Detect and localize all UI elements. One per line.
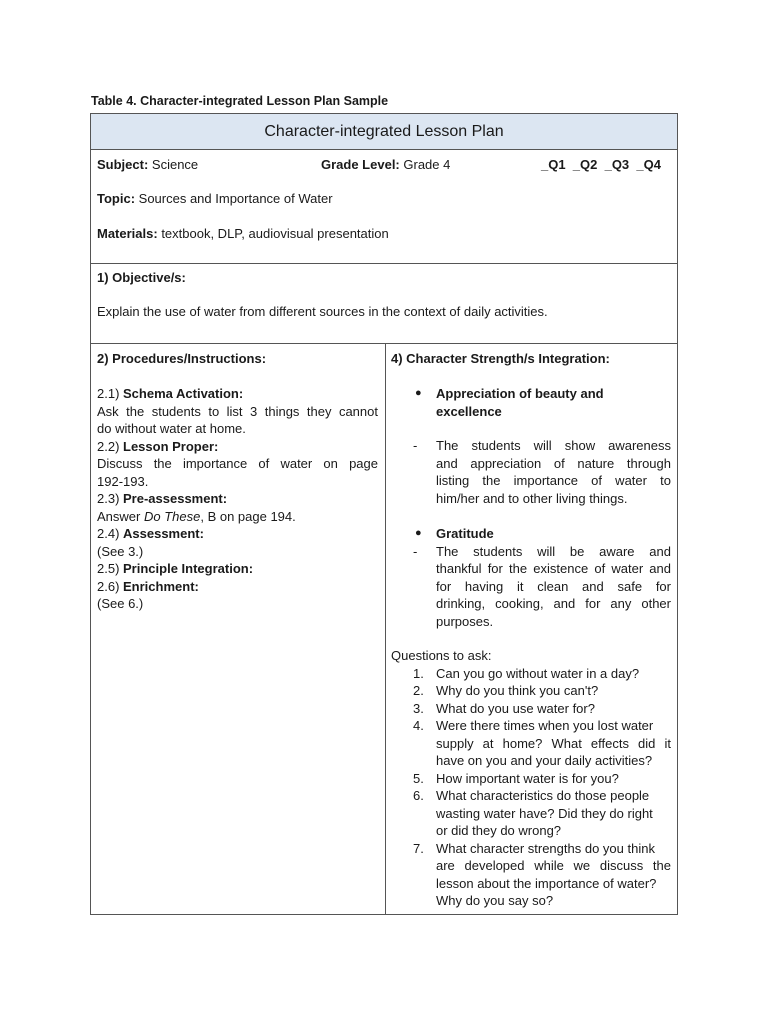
step-text: Discuss the importance of water on page: [97, 456, 378, 471]
strength-description: listing the importance of water to: [436, 473, 671, 488]
question-number: 6.: [413, 788, 424, 803]
question-item: supply at home? What effects did it: [436, 735, 671, 751]
strength-description: for having it clean and safe for: [436, 578, 671, 594]
questions-label: Questions to ask:: [391, 648, 492, 663]
question-number: 7.: [413, 840, 424, 856]
strength-description: drinking, cooking, and for any other: [436, 596, 671, 611]
step-lesson-proper: 2.2) Lesson Proper:: [97, 438, 219, 454]
question-number: 1.: [413, 665, 424, 681]
step-text: (See 3.): [97, 543, 144, 559]
question-number: 2.: [413, 683, 424, 698]
question-number: 5.: [413, 770, 424, 786]
dash-marker: -: [413, 543, 418, 559]
step-principle-integration: 2.5) Principle Integration:: [97, 561, 254, 576]
subject-field: Subject: Science: [97, 157, 199, 172]
step-schema-activation: 2.1) Schema Activation:: [97, 386, 244, 401]
strength-description: him/her and to other living things.: [436, 490, 628, 506]
character-strength-column: [386, 343, 677, 914]
character-heading: 4) Character Strength/s Integration:: [391, 351, 610, 366]
strength-appreciation: Appreciation of beauty and: [436, 386, 604, 401]
step-text: (See 6.): [97, 596, 144, 611]
question-item: What characteristics do those people: [436, 788, 650, 803]
strength-description: The students will be aware and: [436, 543, 671, 559]
strength-description: purposes.: [436, 613, 494, 629]
question-item: Were there times when you lost water: [436, 718, 654, 733]
step-text: Ask the students to list 3 things they cannot: [97, 403, 378, 419]
strength-description: and appreciation of nature through: [436, 455, 671, 471]
question-item: Why do you think you can't?: [436, 683, 599, 698]
strength-appreciation: excellence: [436, 403, 502, 419]
step-text: do without water at home.: [97, 421, 246, 436]
question-item: are developed while we discuss the: [436, 858, 671, 873]
question-item: Why do you say so?: [436, 893, 554, 908]
table-caption: Table 4. Character-integrated Lesson Plan Sample: [91, 94, 389, 108]
step-text: Answer Do These, B on page 194.: [97, 508, 296, 524]
lesson-info-row: [91, 149, 677, 264]
step-pre-assessment: 2.3) Pre-assessment:: [97, 491, 228, 506]
question-item: or did they do wrong?: [436, 823, 562, 838]
strength-description: The students will show awareness: [436, 438, 671, 453]
bullet-icon: ●: [415, 527, 422, 539]
bullet-icon: ●: [415, 387, 422, 399]
question-number: 4.: [413, 718, 424, 733]
question-item: have on you and your daily activities?: [436, 753, 653, 768]
objective-row: [91, 263, 677, 344]
question-item: lesson about the importance of water?: [436, 875, 657, 891]
dash-marker: -: [413, 438, 418, 453]
question-item: Can you go without water in a day?: [436, 665, 640, 681]
question-item: How important water is for you?: [436, 770, 619, 786]
step-assessment: 2.4) Assessment:: [97, 526, 204, 541]
grade-level-field: Grade Level: Grade 4: [321, 157, 451, 172]
procedures-column: [91, 343, 386, 914]
step-enrichment: 2.6) Enrichment:: [97, 578, 199, 594]
question-item: What character strengths do you think: [436, 840, 655, 856]
question-item: wasting water have? Did they do right: [436, 805, 653, 821]
strength-gratitude: Gratitude: [436, 526, 494, 541]
strength-description: thankful for the existence of water and: [436, 561, 671, 576]
quarter-options: _Q1 _Q2 _Q3 _Q4: [541, 157, 661, 172]
table-title: Character-integrated Lesson Plan: [91, 114, 677, 150]
procedures-heading: 2) Procedures/Instructions:: [97, 351, 267, 366]
question-number: 3.: [413, 700, 424, 716]
objective-text: Explain the use of water from different sources in the context of daily activities.: [97, 304, 548, 319]
step-text: 192-193.: [97, 473, 149, 489]
topic-field: Topic: Sources and Importance of Water: [97, 191, 333, 206]
question-item: What do you use water for?: [436, 700, 595, 716]
lower-section: [91, 343, 677, 914]
materials-field: Materials: textbook, DLP, audiovisual presentation: [97, 226, 389, 241]
lesson-plan-table: [90, 113, 678, 915]
objective-heading: 1) Objective/s:: [97, 270, 186, 285]
